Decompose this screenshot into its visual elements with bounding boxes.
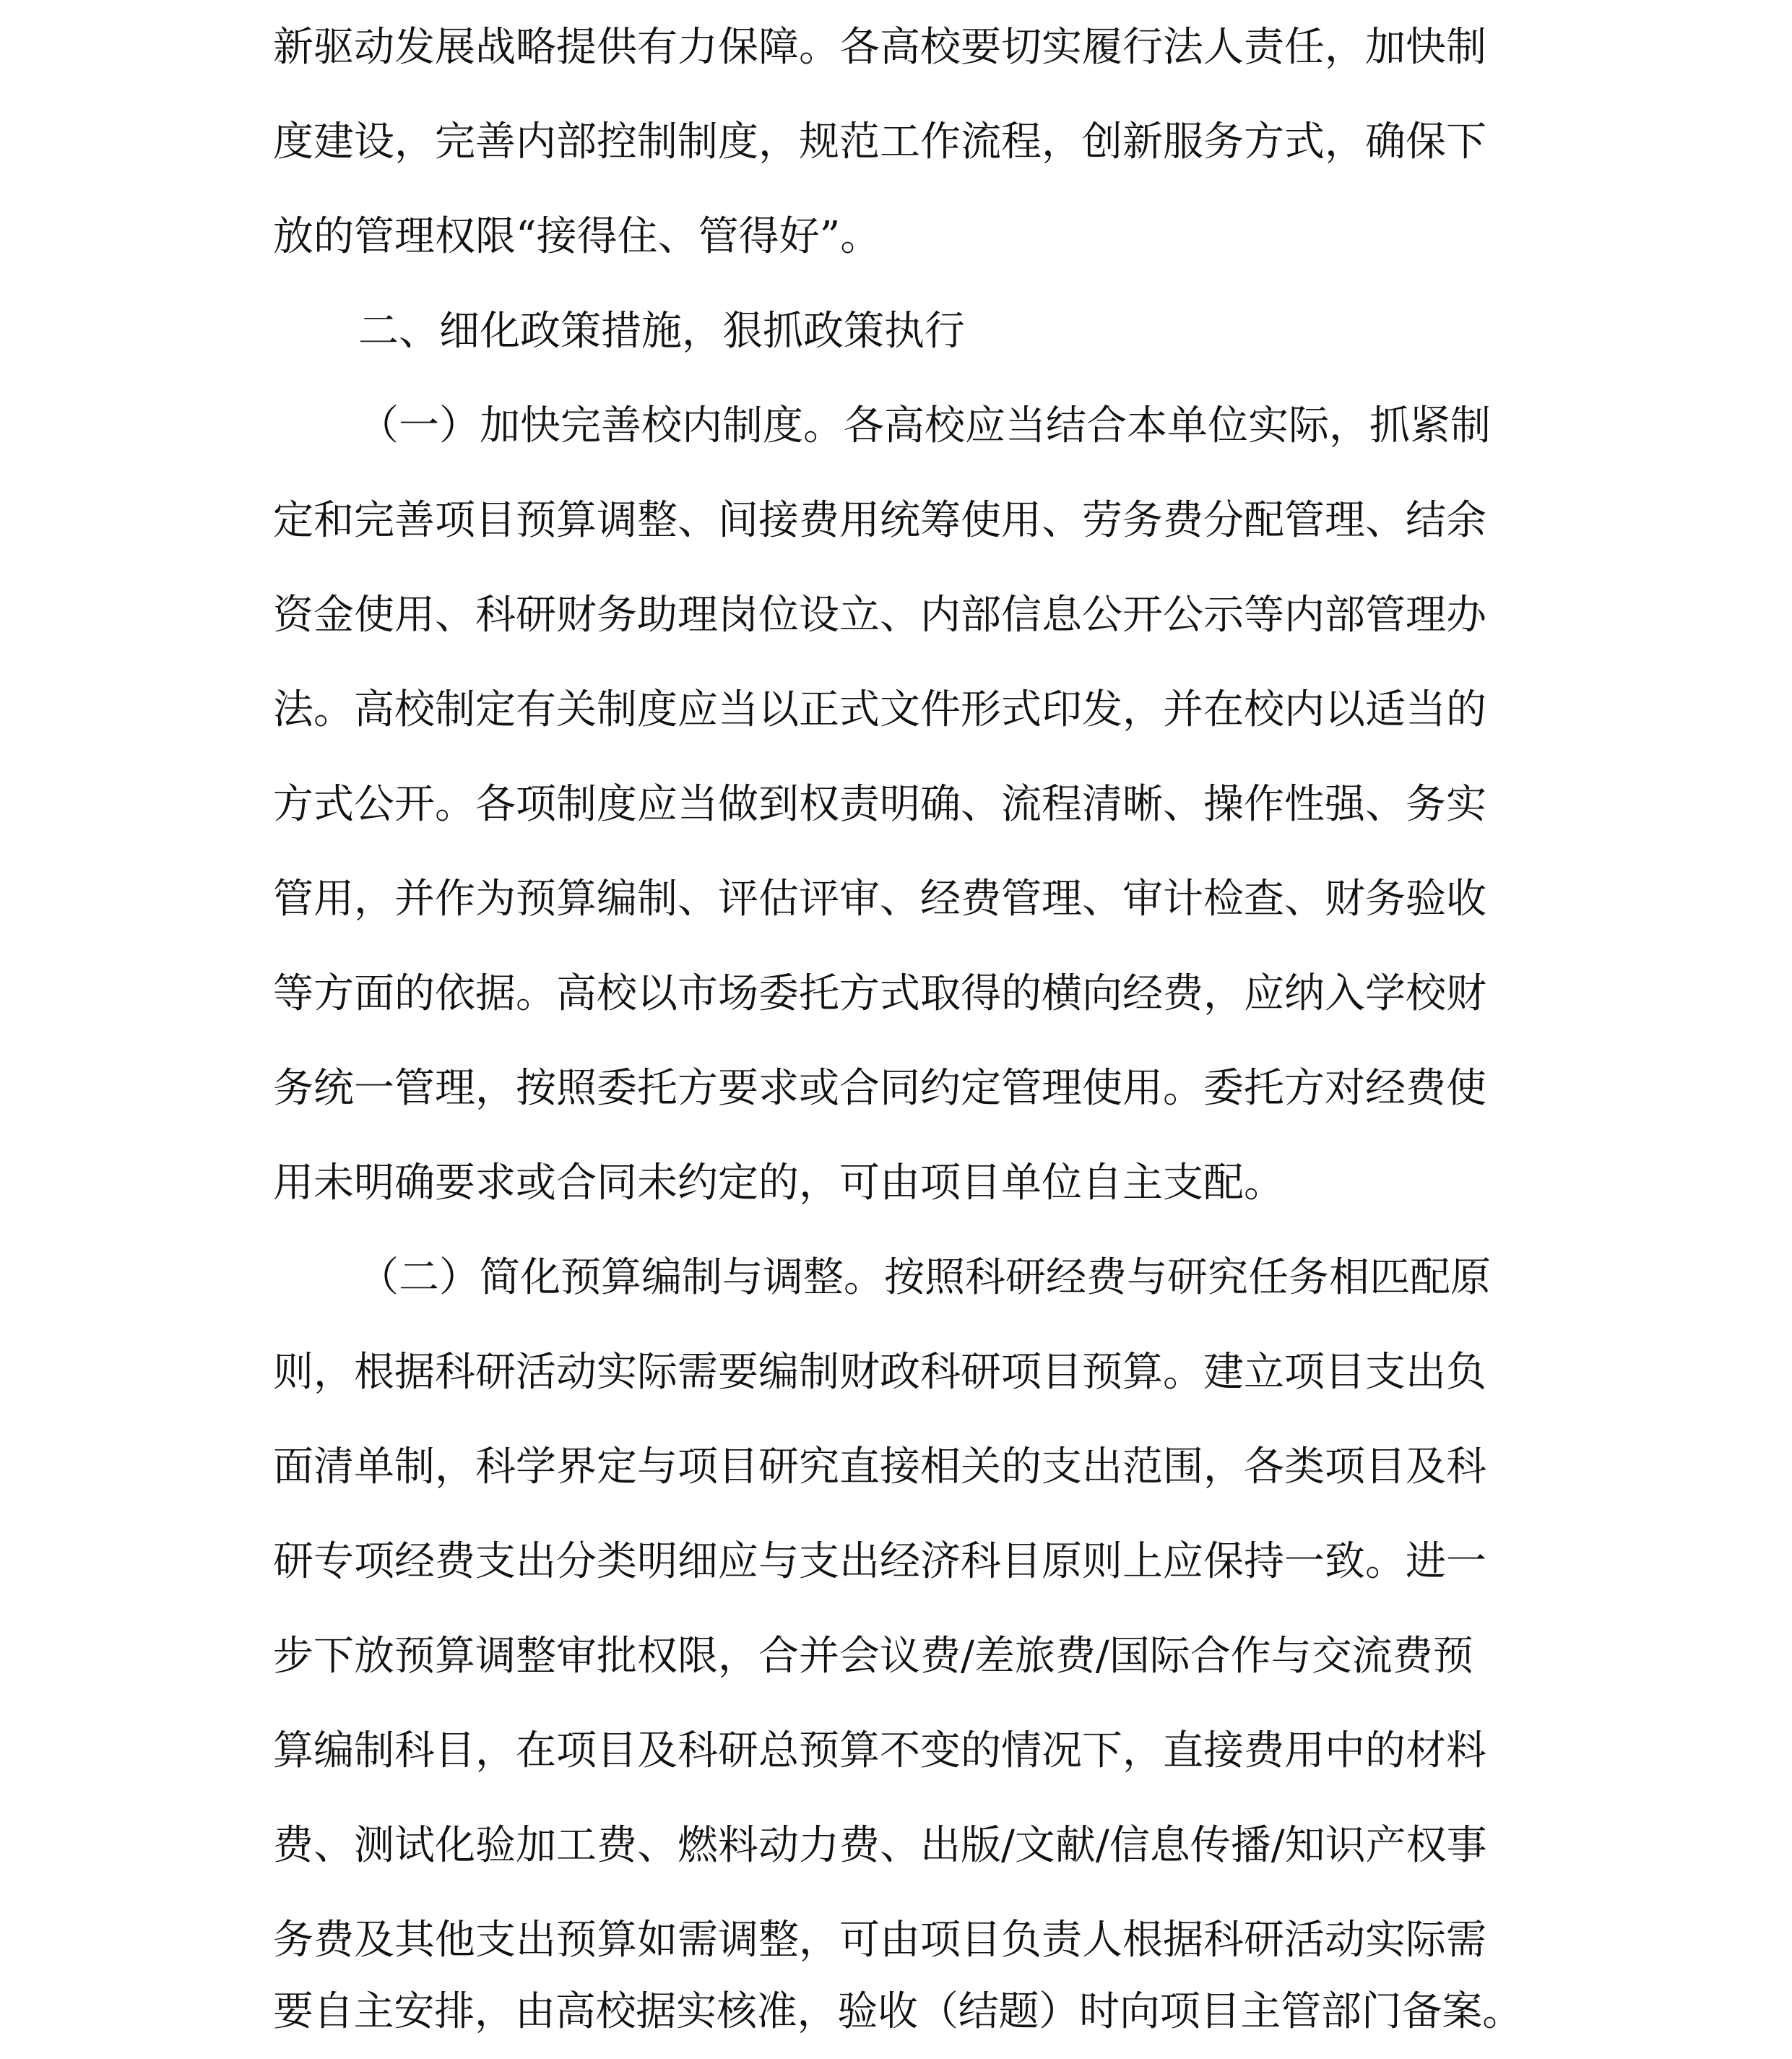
paragraph-line: 方式公开。各项制度应当做到权责明确、流程清晰、操作性强、务实 <box>273 781 1486 828</box>
paragraph-line: 要自主安排，由高校据实核准，验收（结题）时向项目主管部门备案。 <box>273 1988 1523 2035</box>
paragraph-line: 定和完善项目预算调整、间接费用统筹使用、劳务费分配管理、结余 <box>273 497 1486 544</box>
paragraph-line: （一）加快完善校内制度。各高校应当结合本单位实际，抓紧制 <box>358 402 1491 449</box>
paragraph-line: 务费及其他支出预算如需调整，可由项目负责人根据科研活动实际需 <box>273 1917 1486 1964</box>
paragraph-line: 用未明确要求或合同未约定的，可由项目单位自主支配。 <box>273 1160 1284 1207</box>
paragraph-line: 度建设，完善内部控制制度，规范工作流程，创新服务方式，确保下 <box>273 118 1486 165</box>
paragraph-line: （二）简化预算编制与调整。按照科研经费与研究任务相匹配原 <box>358 1254 1491 1301</box>
paragraph-line: 步下放预算调整审批权限，合并会议费/差旅费/国际合作与交流费预 <box>273 1633 1473 1680</box>
paragraph-line: 资金使用、科研财务助理岗位设立、内部信息公开公示等内部管理办 <box>273 592 1486 639</box>
paragraph-line: 法。高校制定有关制度应当以正式文件形式印发，并在校内以适当的 <box>273 686 1486 733</box>
paragraph-line: 等方面的依据。高校以市场委托方式取得的横向经费，应纳入学校财 <box>273 970 1486 1017</box>
paragraph-line: 费、测试化验加工费、燃料动力费、出版/文献/信息传播/知识产权事 <box>273 1822 1487 1869</box>
paragraph-line: 管用，并作为预算编制、评估评审、经费管理、审计检查、财务验收 <box>273 876 1486 923</box>
paragraph-line: 新驱动发展战略提供有力保障。各高校要切实履行法人责任，加快制 <box>273 24 1486 71</box>
paragraph-line: 面清单制，科学界定与项目研究直接相关的支出范围，各类项目及科 <box>273 1443 1486 1490</box>
paragraph-line: 算编制科目，在项目及科研总预算不变的情况下，直接费用中的材料 <box>273 1727 1486 1774</box>
paragraph-line: 则，根据科研活动实际需要编制财政科研项目预算。建立项目支出负 <box>273 1349 1486 1396</box>
paragraph-line: 研专项经费支出分类明细应与支出经济科目原则上应保持一致。进一 <box>273 1538 1486 1585</box>
section-heading: 二、细化政策措施，狠抓政策执行 <box>358 308 965 355</box>
paragraph-line: 务统一管理，按照委托方要求或合同约定管理使用。委托方对经费使 <box>273 1065 1486 1112</box>
document-page <box>273 0 1523 2059</box>
paragraph-line: 放的管理权限“接得住、管得好”。 <box>273 213 881 260</box>
